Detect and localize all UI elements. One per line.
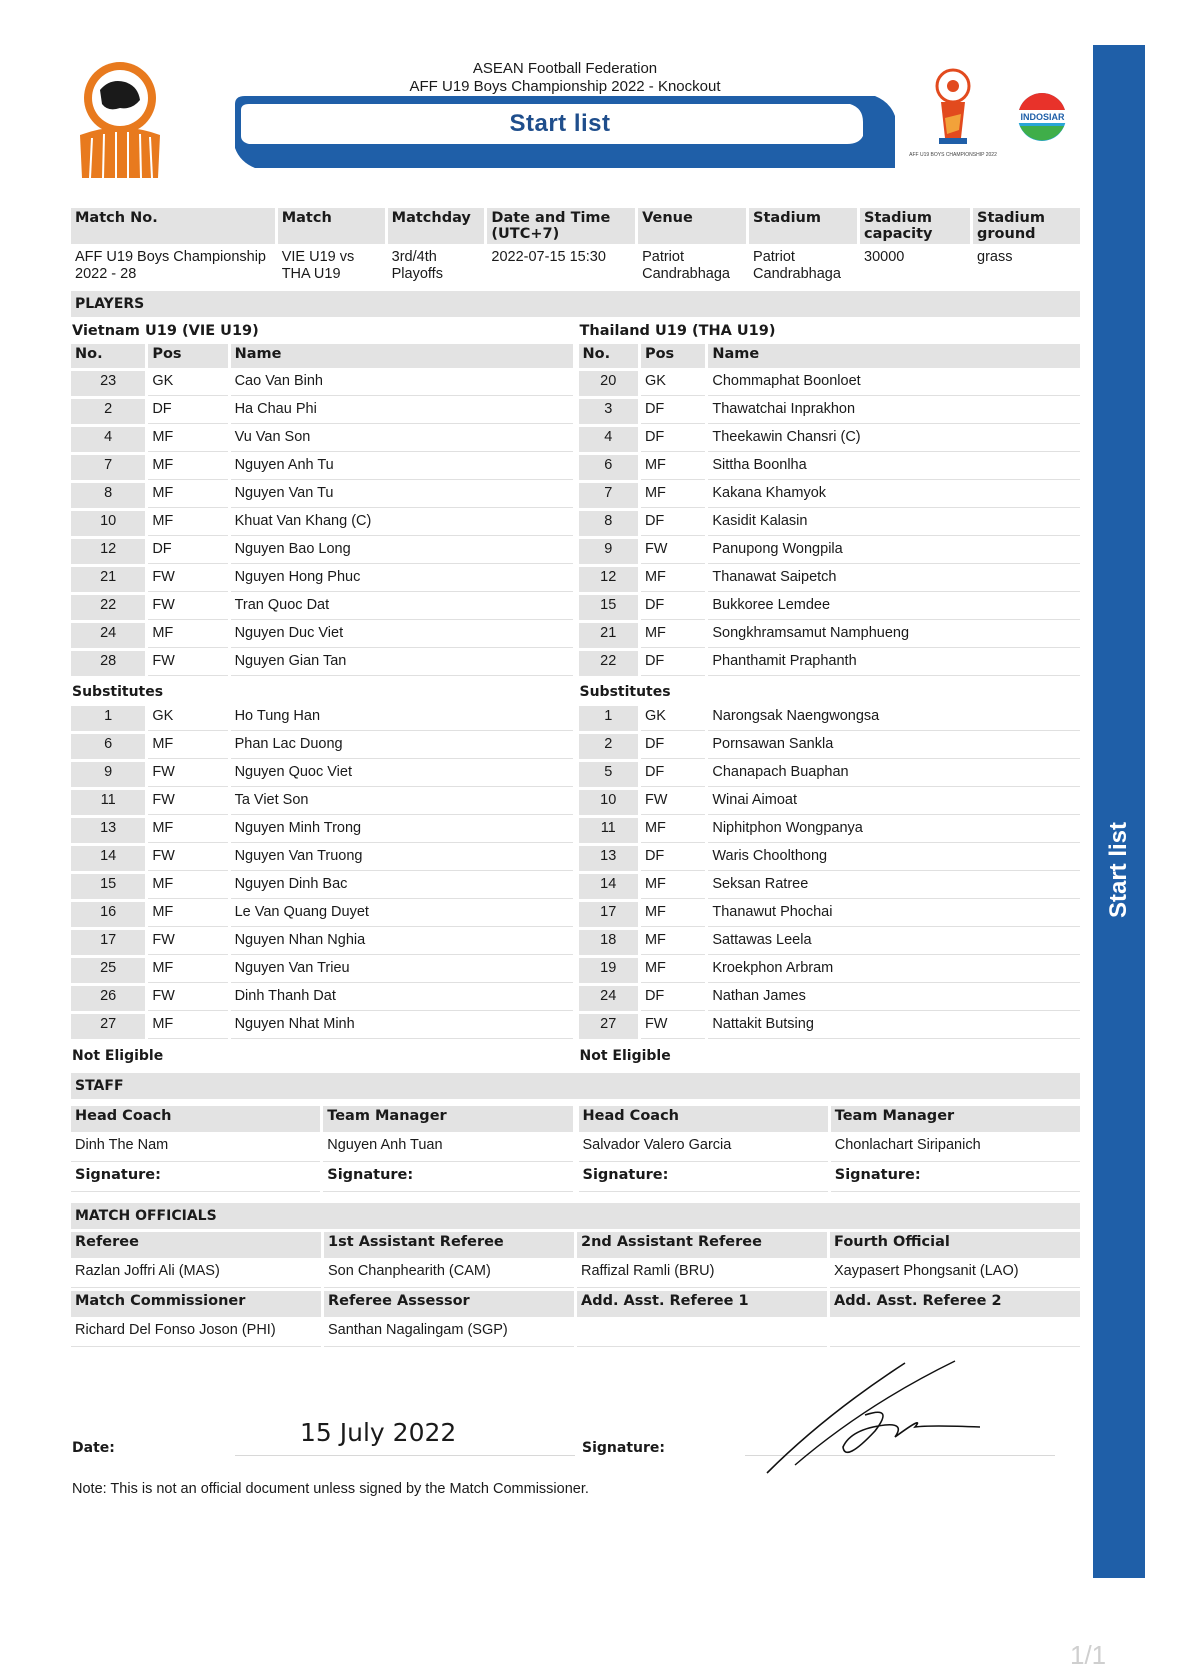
player-row	[71, 762, 573, 787]
player-name: Winai Aimoat	[708, 790, 1080, 815]
player-name: Waris Choolthong	[708, 846, 1080, 871]
player-name: Sattawas Leela	[708, 930, 1080, 955]
player-row	[71, 790, 573, 815]
staff-section-label: STAFF	[71, 1073, 1080, 1099]
player-name: Narongsak Naengwongsa	[708, 706, 1080, 731]
player-position: MF	[148, 483, 227, 508]
org-name: ASEAN Football Federation	[472, 60, 658, 77]
player-number: 25	[71, 958, 145, 983]
page-number: 1/1	[1070, 1640, 1107, 1670]
player-row	[579, 930, 1081, 955]
team-manager-label: Team Manager	[831, 1106, 1080, 1132]
player-name: Panupong Wongpila	[708, 539, 1080, 564]
player-row	[579, 902, 1081, 927]
player-position: MF	[148, 818, 227, 843]
player-name: Nguyen Van Truong	[231, 846, 573, 871]
team-manager-label: Team Manager	[323, 1106, 572, 1132]
player-name: Cao Van Binh	[231, 371, 573, 396]
player-position: MF	[148, 902, 227, 927]
player-row	[71, 427, 573, 452]
match-header-cell: Stadium capacity	[860, 208, 970, 244]
player-row	[579, 762, 1081, 787]
player-position: GK	[641, 706, 705, 731]
player-name: Phan Lac Duong	[231, 734, 573, 759]
date-value: 15 July 2022	[300, 1418, 457, 1447]
official-name: Xaypasert Phongsanit (LAO)	[830, 1261, 1080, 1288]
player-position: FW	[641, 1014, 705, 1039]
player-name: Tran Quoc Dat	[231, 595, 573, 620]
player-table-header	[71, 344, 573, 368]
col-header-name: Name	[708, 344, 1080, 368]
signature-label: Signature:	[323, 1165, 572, 1192]
player-row	[579, 483, 1081, 508]
player-name: Nguyen Hong Phuc	[231, 567, 573, 592]
team-manager-name: Chonlachart Siripanich	[831, 1135, 1080, 1162]
player-position: DF	[641, 762, 705, 787]
player-position: DF	[148, 539, 227, 564]
player-row	[579, 706, 1081, 731]
player-position: MF	[148, 958, 227, 983]
player-position: MF	[641, 483, 705, 508]
player-number: 14	[71, 846, 145, 871]
indosiar-logo-icon	[1010, 90, 1075, 145]
player-name: Kakana Khamyok	[708, 483, 1080, 508]
substitutes-table	[68, 703, 576, 1042]
player-row	[579, 818, 1081, 843]
player-position: FW	[641, 790, 705, 815]
player-name: Nguyen Bao Long	[231, 539, 573, 564]
player-name: Nguyen Van Trieu	[231, 958, 573, 983]
date-label: Date:	[72, 1440, 115, 1456]
player-number: 26	[71, 986, 145, 1011]
player-row	[71, 567, 573, 592]
head-coach-name: Dinh The Nam	[71, 1135, 320, 1162]
player-position: DF	[148, 399, 227, 424]
player-row	[579, 790, 1081, 815]
player-row	[71, 818, 573, 843]
col-header-no: No.	[579, 344, 638, 368]
not-eligible-label: Not Eligible	[579, 1048, 671, 1064]
player-position: DF	[641, 846, 705, 871]
player-row	[579, 399, 1081, 424]
player-number: 2	[579, 734, 638, 759]
player-name: Niphitphon Wongpanya	[708, 818, 1080, 843]
sidebar-label: Start list	[1105, 821, 1132, 919]
player-number: 6	[579, 455, 638, 480]
trophy-logo-text: AFF U19 BOYS CHAMPIONSHIP 2022	[909, 152, 997, 158]
player-position: MF	[148, 427, 227, 452]
player-row	[579, 539, 1081, 564]
match-header-cell: Stadium	[749, 208, 857, 244]
player-name: Ha Chau Phi	[231, 399, 573, 424]
player-position: MF	[641, 958, 705, 983]
staff-vie	[68, 1103, 576, 1195]
official-role: Fourth Official	[830, 1232, 1080, 1258]
player-row	[579, 511, 1081, 536]
player-position: DF	[641, 595, 705, 620]
player-number: 9	[579, 539, 638, 564]
player-name: Kasidit Kalasin	[708, 511, 1080, 536]
official-role: Add. Asst. Referee 1	[577, 1291, 827, 1317]
player-row	[71, 902, 573, 927]
player-position: FW	[148, 651, 227, 676]
trophy-logo-icon	[909, 68, 1005, 172]
player-number: 4	[579, 427, 638, 452]
col-header-no: No.	[71, 344, 145, 368]
header-org-block	[330, 60, 800, 96]
col-header-pos: Pos	[148, 344, 227, 368]
player-number: 11	[579, 818, 638, 843]
col-header-name: Name	[231, 344, 573, 368]
player-position: GK	[148, 706, 227, 731]
player-row	[579, 958, 1081, 983]
player-name: Thawatchai Inprakhon	[708, 399, 1080, 424]
match-header-cell: Match No.	[71, 208, 275, 244]
player-number: 27	[579, 1014, 638, 1039]
player-position: DF	[641, 651, 705, 676]
player-number: 8	[579, 511, 638, 536]
starters-table	[576, 341, 1084, 679]
page-title: Start list	[509, 110, 611, 137]
signature-label: Signature:	[831, 1165, 1080, 1192]
player-position: MF	[148, 455, 227, 480]
player-number: 27	[71, 1014, 145, 1039]
player-number: 17	[579, 902, 638, 927]
player-number: 1	[71, 706, 145, 731]
player-row	[71, 874, 573, 899]
match-header-cell: Venue	[638, 208, 746, 244]
match-value-cell: VIE U19 vs THA U19	[281, 249, 355, 282]
player-name: Vu Van Son	[231, 427, 573, 452]
player-number: 5	[579, 762, 638, 787]
staff-table-vie	[68, 1103, 576, 1195]
staff-table-tha	[576, 1103, 1084, 1195]
official-name	[830, 1320, 1080, 1347]
player-number: 21	[579, 623, 638, 648]
player-position: FW	[148, 930, 227, 955]
player-position: FW	[148, 595, 227, 620]
player-name: Pornsawan Sankla	[708, 734, 1080, 759]
player-row	[579, 986, 1081, 1011]
match-info-table	[68, 205, 1083, 288]
team-manager-name: Nguyen Anh Tuan	[323, 1135, 572, 1162]
team-title: Vietnam U19 (VIE U19)	[72, 323, 259, 339]
head-coach-name: Salvador Valero Garcia	[579, 1135, 828, 1162]
player-row	[579, 427, 1081, 452]
player-number: 19	[579, 958, 638, 983]
player-name: Le Van Quang Duyet	[231, 902, 573, 927]
substitutes-label: Substitutes	[579, 684, 671, 700]
player-row	[71, 455, 573, 480]
player-number: 21	[71, 567, 145, 592]
player-position: FW	[148, 762, 227, 787]
player-number: 10	[71, 511, 145, 536]
player-position: MF	[148, 511, 227, 536]
player-number: 2	[71, 399, 145, 424]
start-list-content	[68, 205, 1083, 1350]
official-name	[577, 1320, 827, 1347]
official-role: Add. Asst. Referee 2	[830, 1291, 1080, 1317]
aff-logo-icon	[70, 60, 170, 180]
official-role: 1st Assistant Referee	[324, 1232, 574, 1258]
player-name: Nattakit Butsing	[708, 1014, 1080, 1039]
player-position: MF	[148, 623, 227, 648]
player-position: DF	[641, 511, 705, 536]
player-row	[579, 371, 1081, 396]
player-position: MF	[641, 567, 705, 592]
player-row	[579, 874, 1081, 899]
player-position: FW	[148, 790, 227, 815]
player-name: Khuat Van Khang (C)	[231, 511, 573, 536]
player-number: 18	[579, 930, 638, 955]
staff-tha	[576, 1103, 1084, 1195]
player-name: Thanawut Phochai	[708, 902, 1080, 927]
player-position: MF	[148, 1014, 227, 1039]
player-name: Bukkoree Lemdee	[708, 595, 1080, 620]
player-position: FW	[148, 846, 227, 871]
substitutes-table	[576, 703, 1084, 1042]
team-title: Thailand U19 (THA U19)	[579, 323, 776, 339]
official-role: Match Commissioner	[71, 1291, 321, 1317]
footer-note: Note: This is not an official document unless signed by the Match Commissioner.	[72, 1481, 589, 1497]
player-name: Ho Tung Han	[231, 706, 573, 731]
competition-name: AFF U19 Boys Championship 2022 - Knockout	[409, 78, 721, 95]
match-value-cell: 30000	[864, 249, 905, 265]
player-position: DF	[641, 399, 705, 424]
player-row	[71, 623, 573, 648]
official-role: Referee	[71, 1232, 321, 1258]
player-number: 9	[71, 762, 145, 787]
match-header-cell: Matchday	[388, 208, 485, 244]
player-number: 12	[71, 539, 145, 564]
match-value-cell: 2022-07-15 15:30	[491, 249, 606, 265]
handwritten-signature-icon	[755, 1355, 995, 1480]
player-row	[71, 734, 573, 759]
player-position: DF	[641, 734, 705, 759]
player-position: GK	[148, 371, 227, 396]
player-number: 7	[71, 455, 145, 480]
match-value-cell: Patriot Candrabhaga	[753, 249, 841, 282]
player-row	[71, 930, 573, 955]
player-name: Kroekphon Arbram	[708, 958, 1080, 983]
player-name: Seksan Ratree	[708, 874, 1080, 899]
player-number: 22	[71, 595, 145, 620]
player-number: 22	[579, 651, 638, 676]
player-name: Nguyen Nhan Nghia	[231, 930, 573, 955]
match-header-cell: Stadium ground	[973, 208, 1080, 244]
player-row	[71, 399, 573, 424]
player-name: Dinh Thanh Dat	[231, 986, 573, 1011]
head-coach-label: Head Coach	[579, 1106, 828, 1132]
signature-label: Signature:	[71, 1165, 320, 1192]
player-name: Sittha Boonlha	[708, 455, 1080, 480]
player-position: MF	[148, 734, 227, 759]
player-position: FW	[641, 539, 705, 564]
player-row	[579, 455, 1081, 480]
player-row	[71, 539, 573, 564]
player-number: 12	[579, 567, 638, 592]
player-number: 17	[71, 930, 145, 955]
match-info-header-row	[71, 208, 1080, 244]
officials-section-label: MATCH OFFICIALS	[71, 1203, 1080, 1229]
official-name: Santhan Nagalingam (SGP)	[324, 1320, 574, 1347]
team-column-vie	[68, 317, 576, 1070]
official-name: Son Chanphearith (CAM)	[324, 1261, 574, 1288]
player-name: Chommaphat Boonloet	[708, 371, 1080, 396]
player-position: DF	[641, 986, 705, 1011]
date-line	[235, 1455, 575, 1456]
player-number: 24	[579, 986, 638, 1011]
player-position: MF	[641, 874, 705, 899]
signature-label-footer: Signature:	[582, 1440, 665, 1456]
signature-label: Signature:	[579, 1165, 828, 1192]
match-value-cell: AFF U19 Boys Championship 2022 - 28	[75, 249, 266, 282]
team-column-tha	[576, 317, 1084, 1070]
player-number: 4	[71, 427, 145, 452]
player-number: 15	[579, 595, 638, 620]
match-value-cell: 3rd/4th Playoffs	[391, 249, 443, 282]
player-name: Thanawat Saipetch	[708, 567, 1080, 592]
player-name: Songkhramsamut Namphueng	[708, 623, 1080, 648]
player-position: MF	[641, 902, 705, 927]
player-row	[71, 595, 573, 620]
starters-table	[68, 341, 576, 679]
head-coach-label: Head Coach	[71, 1106, 320, 1132]
player-position: GK	[641, 371, 705, 396]
player-number: 11	[71, 790, 145, 815]
player-name: Theekawin Chansri (C)	[708, 427, 1080, 452]
player-name: Nguyen Anh Tu	[231, 455, 573, 480]
player-number: 8	[71, 483, 145, 508]
official-name: Richard Del Fonso Joson (PHI)	[71, 1320, 321, 1347]
official-name: Razlan Joffri Ali (MAS)	[71, 1261, 321, 1288]
player-row	[71, 483, 573, 508]
player-row	[71, 511, 573, 536]
player-row	[579, 1014, 1081, 1039]
player-position: FW	[148, 986, 227, 1011]
player-row	[71, 651, 573, 676]
player-row	[71, 371, 573, 396]
indosiar-logo-text: INDOSIAR	[1020, 112, 1065, 122]
player-name: Nguyen Van Tu	[231, 483, 573, 508]
player-name: Ta Viet Son	[231, 790, 573, 815]
player-name: Nguyen Dinh Bac	[231, 874, 573, 899]
player-name: Chanapach Buaphan	[708, 762, 1080, 787]
player-row	[579, 846, 1081, 871]
player-position: MF	[148, 874, 227, 899]
player-number: 6	[71, 734, 145, 759]
player-name: Nguyen Minh Trong	[231, 818, 573, 843]
officials-table	[68, 1229, 1083, 1350]
player-name: Nguyen Quoc Viet	[231, 762, 573, 787]
player-position: MF	[641, 455, 705, 480]
substitutes-label: Substitutes	[72, 684, 164, 700]
player-row	[579, 734, 1081, 759]
official-name: Raffizal Ramli (BRU)	[577, 1261, 827, 1288]
player-position: MF	[641, 818, 705, 843]
match-header-cell: Match	[278, 208, 385, 244]
official-role: Referee Assessor	[324, 1291, 574, 1317]
match-info-value-row	[71, 247, 1080, 285]
player-position: MF	[641, 930, 705, 955]
player-number: 10	[579, 790, 638, 815]
player-number: 16	[71, 902, 145, 927]
player-position: FW	[148, 567, 227, 592]
match-value-cell: Patriot Candrabhaga	[642, 249, 730, 282]
player-number: 24	[71, 623, 145, 648]
player-number: 13	[71, 818, 145, 843]
player-number: 14	[579, 874, 638, 899]
player-number: 15	[71, 874, 145, 899]
player-row	[71, 706, 573, 731]
player-name: Nguyen Duc Viet	[231, 623, 573, 648]
player-number: 20	[579, 371, 638, 396]
player-number: 3	[579, 399, 638, 424]
player-row	[71, 846, 573, 871]
player-number: 7	[579, 483, 638, 508]
match-header-cell: Date and Time (UTC+7)	[487, 208, 635, 244]
players-columns	[68, 317, 1083, 1070]
player-name: Nguyen Gian Tan	[231, 651, 573, 676]
player-name: Phanthamit Praphanth	[708, 651, 1080, 676]
player-number: 28	[71, 651, 145, 676]
player-row	[71, 958, 573, 983]
official-role: 2nd Assistant Referee	[577, 1232, 827, 1258]
player-row	[579, 595, 1081, 620]
players-section-label: PLAYERS	[71, 291, 1080, 317]
player-number: 1	[579, 706, 638, 731]
player-row	[579, 567, 1081, 592]
col-header-pos: Pos	[641, 344, 705, 368]
player-name: Nguyen Nhat Minh	[231, 1014, 573, 1039]
player-position: MF	[641, 623, 705, 648]
player-number: 13	[579, 846, 638, 871]
player-position: DF	[641, 427, 705, 452]
player-row	[71, 986, 573, 1011]
player-table-header	[579, 344, 1081, 368]
not-eligible-label: Not Eligible	[72, 1048, 164, 1064]
staff-columns	[68, 1103, 1083, 1195]
player-name: Nathan James	[708, 986, 1080, 1011]
player-row	[579, 651, 1081, 676]
player-row	[71, 1014, 573, 1039]
player-number: 23	[71, 371, 145, 396]
match-value-cell: grass	[977, 249, 1013, 265]
player-row	[579, 623, 1081, 648]
